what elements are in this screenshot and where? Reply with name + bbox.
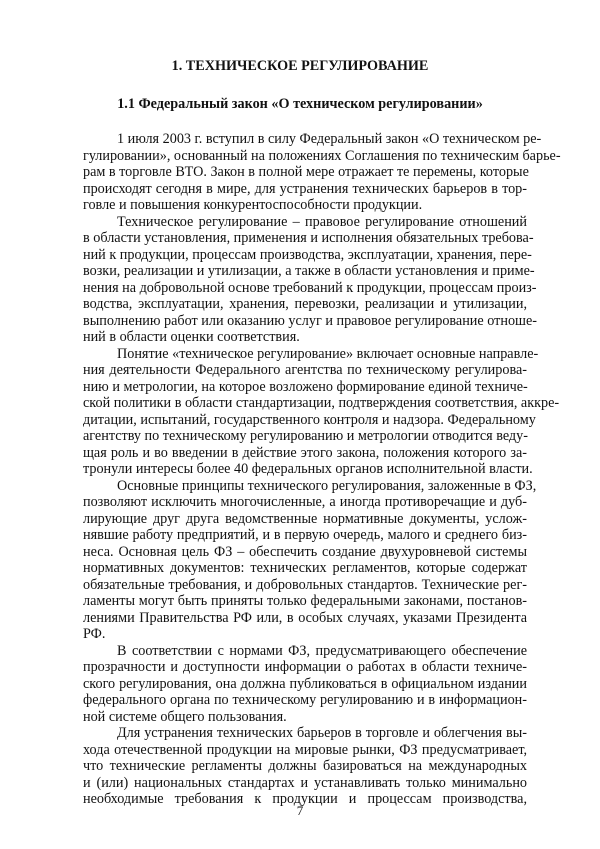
text-line: тронули интересы более 40 федеральных органов исполнительной власти.: [83, 461, 533, 477]
text-line: 1 июля 2003 г. вступил в силу Федеральный закон «О техническом ре-: [117, 131, 542, 147]
text-line: ний к продукции, процессам производства, эксплуатации, хранения, пере-: [83, 246, 532, 263]
text-line: неса. Основная цель ФЗ – обеспечить создание двухуровневой системы: [83, 543, 527, 560]
text-line: Для устранения технических барьеров в торговле и облегчения вы-: [117, 725, 527, 741]
text-line: возки, реализации и утилизации, а также в области установления и приме-: [83, 263, 535, 279]
text-line: ния деятельности Федерального агентства по техническому регулирова-: [83, 362, 527, 378]
text-line: ной системе общего пользования.: [83, 708, 287, 725]
text-line: говле и повышения конкурентоспособности продукции.: [83, 197, 423, 213]
text-line: обязательные требования, и добровольных стандартов. Технические рег-: [83, 576, 527, 593]
text-line: рам в торговле ВТО. Закон в полной мере отражает те перемены, которые: [83, 164, 529, 180]
text-line: Понятие «техническое регулирование» включает основные направле-: [117, 345, 539, 362]
text-line: ского регулирования, она должна публиковаться в официальном издании: [83, 675, 527, 692]
text-line: ламенты могут быть приняты только федеральными законами, постанов-: [83, 593, 527, 609]
page-number: 7: [296, 803, 304, 818]
text-line: прозрачности и доступности информации о работах в области техниче-: [83, 659, 527, 675]
text-line: дитации, испытаний, государственного контроля и надзора. Федеральному: [83, 411, 536, 428]
text-line: нию и метрологии, на которое возложено формирование единой техниче-: [83, 378, 528, 395]
text-line: ний в области оценки соответствия.: [83, 329, 300, 345]
text-line: Основные принципы технического регулирования, заложенные в ФЗ,: [117, 477, 537, 494]
text-line: что технические регламенты должны базироваться на международных: [83, 758, 527, 774]
text-line: происходят сегодня в мире, для устранения технических барьеров в тор-: [83, 180, 527, 197]
text-line: выполнению работ или оказанию услуг и правовое регулирование отноше-: [83, 312, 537, 329]
text-line: агентству по техническому регулированию и метрологии отводится веду-: [83, 428, 528, 444]
text-line: В соответствии с нормами ФЗ, предусматривающего обеспечение: [117, 642, 527, 659]
text-line: нявшие работу предприятий, и в первую очередь, малого и среднего биз-: [83, 527, 527, 543]
text-line: необходимые требования к продукции и процессам производства,: [83, 791, 527, 807]
section-heading: 1. ТЕХНИЧЕСКОЕ РЕГУЛИРОВАНИЕ: [171, 58, 429, 74]
text-line: и (или) национальных стандартах и устанавливать только минимально: [83, 774, 527, 791]
text-line: РФ.: [83, 626, 106, 642]
text-line: позволяют исключить многочисленные, а иногда противоречащие и дуб-: [83, 494, 527, 510]
subsection-heading: 1.1 Федеральный закон «О техническом регулировании»: [117, 96, 483, 112]
text-line: лирующие друг друга ведомственные нормативные документы, услож-: [83, 510, 527, 527]
text-line: ской политики в области стандартизации, подтверждения соответствия, аккре-: [83, 395, 560, 411]
text-line: нения на добровольной основе требований к продукции, процессам произ-: [83, 279, 537, 296]
text-line: лениями Правительства РФ или, в особых случаях, указами Президента: [83, 609, 527, 626]
text-line: нормативных документов: технических регламентов, которые содержат: [83, 560, 527, 576]
text-line: хода отечественной продукции на мировые рынки, ФЗ предусматривает,: [83, 741, 527, 758]
text-line: гулировании», основанный на положениях Соглашения по техническим барье-: [83, 147, 561, 164]
text-line: федерального органа по техническому регулированию и в информацион-: [83, 692, 527, 708]
text-line: водства, эксплуатации, хранения, перевозки, реализации и утилизации,: [83, 296, 527, 312]
text-line: в области установления, применения и исполнения обязательных требова-: [83, 230, 534, 246]
text-line: Техническое регулирование – правовое регулирование отношений: [117, 213, 527, 230]
text-line: щая роль и во введении в действие этого закона, положения которого за-: [83, 444, 527, 461]
